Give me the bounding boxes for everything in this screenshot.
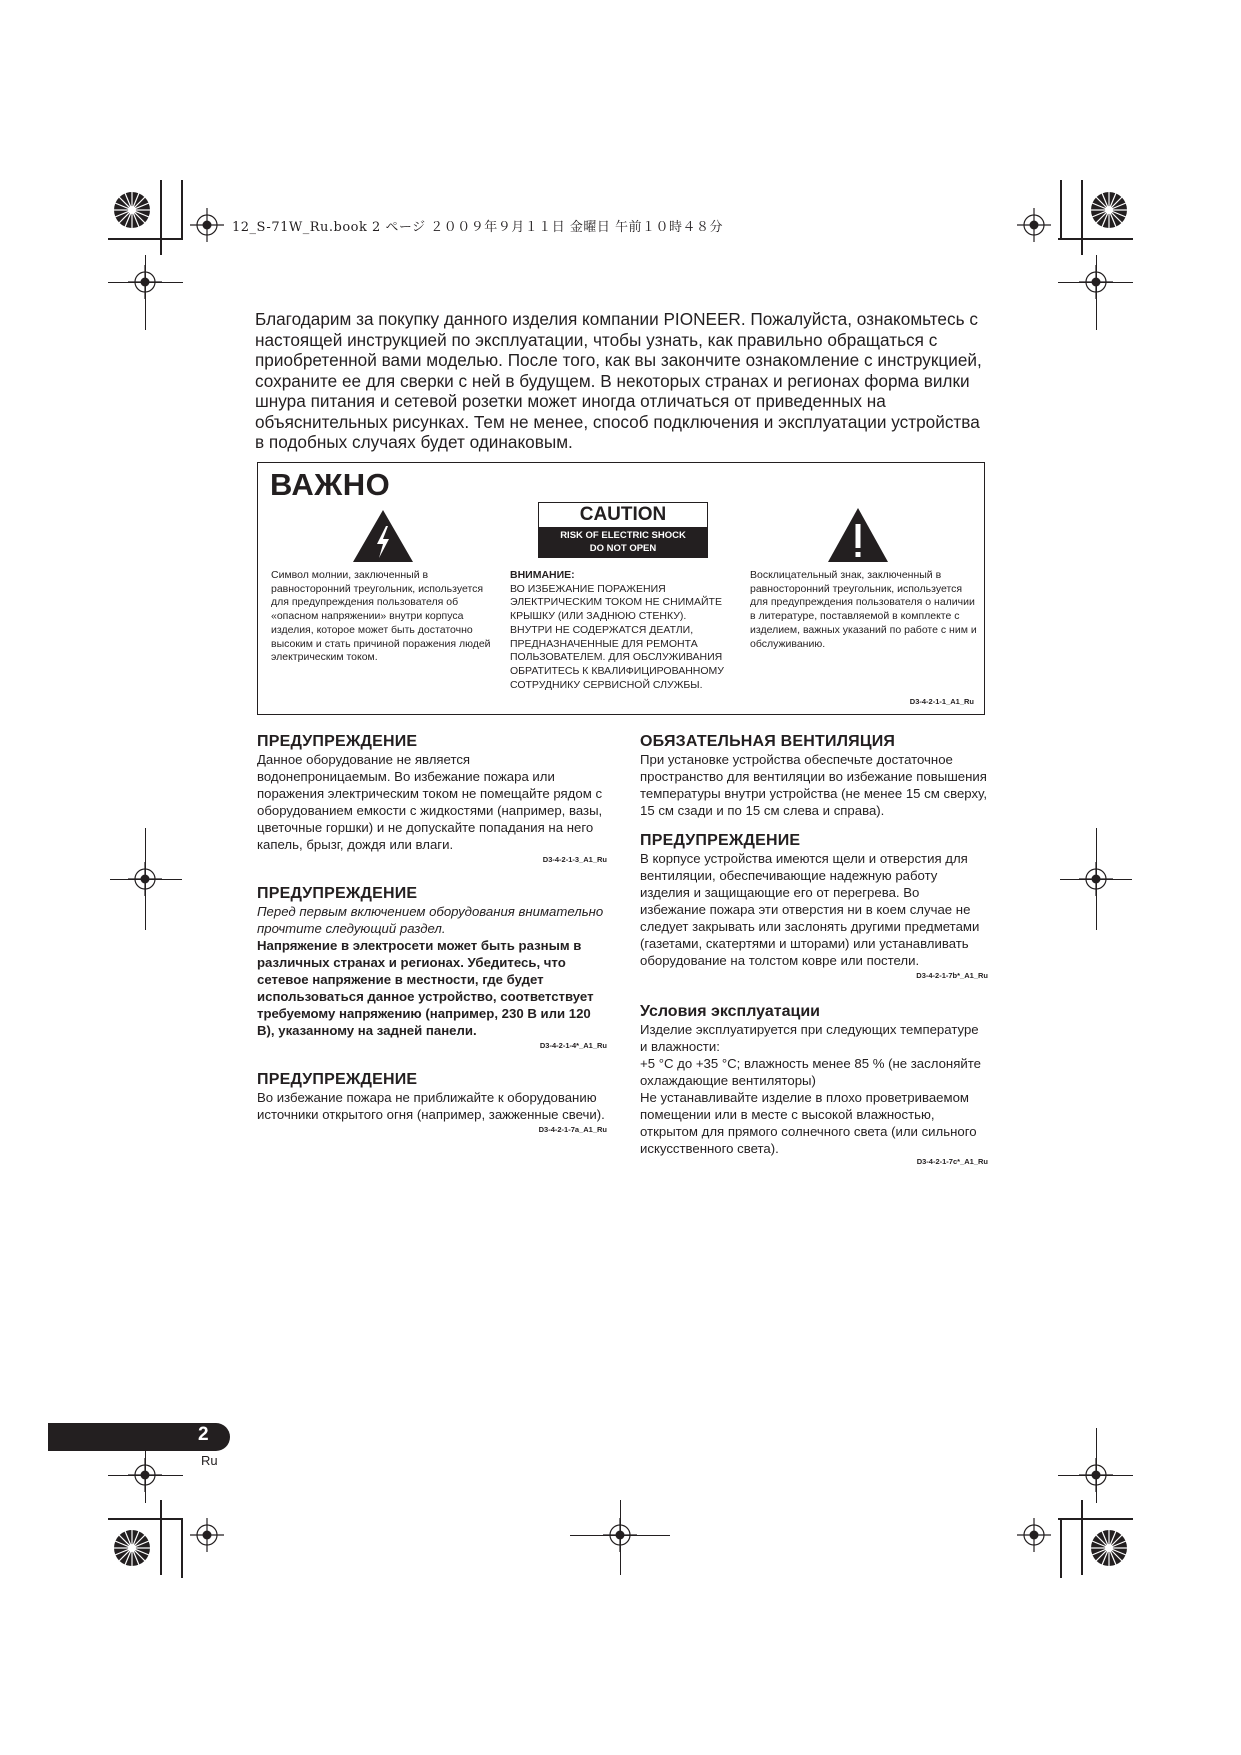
section-code: D3-4-2-1-4*_A1_Ru <box>539 1041 607 1050</box>
caution-sub-line-1: RISK OF ELECTRIC SHOCK <box>560 530 686 541</box>
important-code: D3-4-2-1-1_A1_Ru <box>909 697 974 706</box>
section-italic-text: Перед первым включением оборудования внимательно прочтите следующий раздел. <box>257 904 604 936</box>
color-wheel-mark-icon <box>1089 190 1129 230</box>
crosshair-mark-icon <box>190 208 224 242</box>
section-code: D3-4-2-1-3_A1_Ru <box>542 855 607 864</box>
crosshair-mark-icon <box>1017 1518 1051 1552</box>
color-wheel-mark-icon <box>112 190 152 230</box>
warning-section-water <box>257 733 607 864</box>
caution-heading: CAUTION <box>579 504 667 525</box>
section-title: ПРЕДУПРЕЖДЕНИЕ <box>257 1071 418 1088</box>
section-code: D3-4-2-1-7b*_A1_Ru <box>916 971 988 980</box>
warning-section-vents <box>640 832 988 980</box>
section-body-2: +5 °C до +35 °C; влажность менее 85 % (не заслоняйте охлаждающие вентиляторы) <box>640 1056 981 1088</box>
page-language: Ru <box>201 1453 218 1468</box>
section-body: Данное оборудование не является водонепроницаемым. Во избежание пожара или поражения электрическим током не помещайте рядом с оборудованием емкости с жидкостями (например, вазы, цветочные горшки) и не допускайте попадания на него капель, брызг, дождя или влаги. <box>257 752 603 852</box>
color-wheel-mark-icon <box>1089 1528 1129 1568</box>
book-info-header: 12_S-71W_Ru.book 2 ページ ２００９年９月１１日 金曜日 午前１０時４８分 <box>232 220 724 235</box>
section-title: ПРЕДУПРЕЖДЕНИЕ <box>257 733 418 750</box>
exclamation-description: Восклицательный знак, заключенный в равносторонний треугольник, используется для предупреждения пользователя о наличии в литературе, поставляемой в комплекте с изделием, важных указаний по работе с ним и обслуживанию. <box>750 569 977 650</box>
intro-paragraph: Благодарим за покупку данного изделия компании PIONEER. Пожалуйста, ознакомьтесь с настоящей инструкцией по эксплуатации, чтобы узнать, как правильно обращаться с приобретенной вами моделью. После того, как вы закончите ознакомление с инструкцией, сохраните ее для сверки с ней в будущем. В некоторых странах и регионах форма вилки шнура питания и сетевой розетки может иногда отличаться от приведенных на объяснительных рисунках. Тем не менее, способ подключения и эксплуатации устройства в подобных случаях будет одинаковым. <box>255 309 982 452</box>
warning-section-fire <box>257 1071 607 1134</box>
attention-column <box>510 569 725 692</box>
important-title: ВАЖНО <box>270 467 391 502</box>
section-title: ПРЕДУПРЕЖДЕНИЕ <box>257 885 418 902</box>
exclamation-warning-icon <box>826 506 890 564</box>
caution-label <box>538 502 708 558</box>
lightning-description: Символ молнии, заключенный в равносторонний треугольник, используется для предупреждения пользователя об «опасном напряжении» внутри корпуса изделия, которое может быть достаточно высоким и стать причиной поражения людей электрическим током. <box>271 569 491 664</box>
section-body-1: Изделие эксплуатируется при следующих температуре и влажности: <box>640 1022 979 1054</box>
color-wheel-mark-icon <box>112 1528 152 1568</box>
important-box <box>257 462 985 715</box>
lightning-warning-icon <box>351 508 415 564</box>
right-column <box>640 733 988 1166</box>
section-bold-text: Напряжение в электросети может быть разным в различных странах и регионах. Убедитесь, что сетевое напряжение в местности, где будет использоваться данное устройство, соответствует требуемому напряжению (например, 230 В или 120 В), указанному на задней панели. <box>257 938 594 1038</box>
section-title: ОБЯЗАТЕЛЬНАЯ ВЕНТИЛЯЦИЯ <box>640 733 896 750</box>
attention-text: ВО ИЗБЕЖАНИЕ ПОРАЖЕНИЯ ЭЛЕКТРИЧЕСКИМ ТОКОМ НЕ СНИМАЙТЕ КРЫШКУ (ИЛИ ЗАДНЮЮ СТЕНКУ). ВНУТРИ НЕ СОДЕРЖАТСЯ ДЕАТЛИ, ПРЕДНАЗНАЧЕННЫЕ ДЛЯ РЕМОНТА ПОЛЬЗОВАТЕЛЕМ. ДЛЯ ОБСЛУЖИВАНИЯ ОБРАТИТЕСЬ К КВАЛИФИЦИРОВАННОМУ СОТРУДНИКУ СЕРВИСНОЙ СЛУЖБЫ. <box>510 582 724 691</box>
section-body: При установке устройства обеспечьте достаточное пространство для вентиляции во избежание повышения температуры внутри устройства (не менее 15 см сверху, 15 см сзади и по 15 см слева и справа). <box>640 752 987 818</box>
section-code: D3-4-2-1-7c*_A1_Ru <box>916 1157 988 1166</box>
section-title: ПРЕДУПРЕЖДЕНИЕ <box>640 832 801 849</box>
caution-subtext <box>539 527 707 557</box>
crosshair-mark-icon <box>1017 208 1051 242</box>
caution-sub-line-2: DO NOT OPEN <box>589 543 657 554</box>
left-column <box>257 733 607 1134</box>
section-body: В корпусе устройства имеются щели и отверстия для вентиляции, обеспечивающие надежную работу изделия и защищающие его от перегрева. Во избежание пожара эти отверстия ни в коем случае не следует закрывать или заслонять другими предметами (газетами, скатертями и шторами) или устанавливать оборудование на толстом ковре или постели. <box>640 851 980 968</box>
operating-conditions-section <box>640 1003 988 1166</box>
page-number: 2 <box>198 1424 209 1445</box>
ventilation-section <box>640 733 988 819</box>
section-title: Условия эксплуатации <box>640 1003 820 1020</box>
section-body-3: Не устанавливайте изделие в плохо проветриваемом помещении или в месте с высокой влажностью, открытом для прямого солнечного света (или сильного искусственного света). <box>640 1090 977 1156</box>
attention-title: ВНИМАНИЕ: <box>510 569 575 581</box>
crosshair-mark-icon <box>190 1518 224 1552</box>
section-body: Во избежание пожара не приближайте к оборудованию источники открытого огня (например, зажженные свечи). <box>257 1090 605 1122</box>
section-code: D3-4-2-1-7a_A1_Ru <box>538 1125 607 1134</box>
warning-section-voltage <box>257 885 607 1050</box>
